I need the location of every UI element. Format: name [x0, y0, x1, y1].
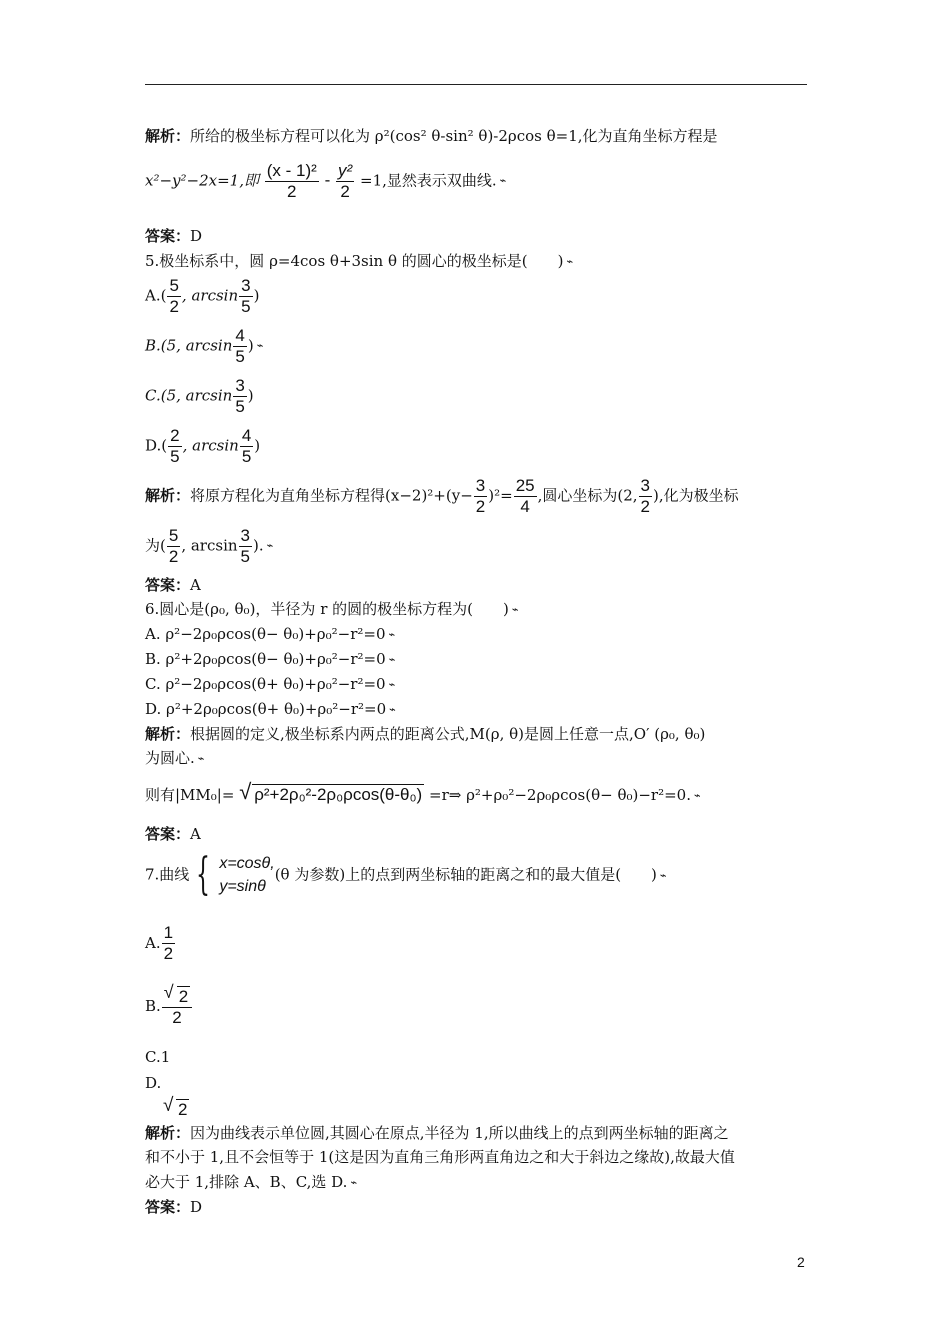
q7-option-c: [145, 1050, 170, 1065]
option-fraction: [233, 377, 246, 416]
frac-num: 25: [515, 476, 535, 495]
q6-option-a: [145, 627, 395, 642]
left-brace-icon: {: [196, 849, 211, 901]
option-text: C. ρ²−2ρ₀ρcos(θ+ θ₀)+ρ₀²−r²=0: [145, 675, 386, 693]
q5-answer-value: A: [190, 576, 201, 594]
q7-stem-post: (θ 为参数)上的点到两坐标轴的距离之和的最大值是( ): [274, 865, 657, 884]
option-text: D. ρ²+2ρ₀ρcos(θ+ θ₀)+ρ₀²−r²=0: [145, 700, 387, 718]
q6-option-b: [145, 652, 395, 667]
q4-frac1-num: (x - 1)²: [266, 161, 317, 180]
q4-minus: -: [324, 170, 331, 190]
option-suffix: ): [253, 286, 260, 305]
q4-jiexi-label: 解析：: [145, 127, 191, 145]
q6-jiexi-text2: 为圆心.: [145, 749, 195, 767]
option-label: A.: [145, 933, 161, 952]
sqrt-expression: [163, 982, 190, 1006]
frac-den: 5: [235, 396, 245, 416]
q7-option-d: [145, 1076, 189, 1118]
frac-den: 5: [170, 446, 180, 466]
q6-option-c: [145, 677, 395, 692]
q4-jiexi-line1: [145, 129, 718, 144]
q5-jiexi2-fraction: [239, 527, 252, 566]
option-text: A. ρ²−2ρ₀ρcos(θ− θ₀)+ρ₀²−r²=0: [145, 625, 386, 643]
frac-num: 5: [168, 526, 179, 545]
frac-num: 3: [640, 476, 651, 495]
q4-jiexi-text: 所给的极坐标方程可以化为 ρ²(cos² θ-sin² θ)-2ρcos θ=1,化为直角坐标方程是: [190, 127, 718, 145]
q5-jiexi-d: ),化为极坐标: [653, 486, 739, 505]
return-mark-icon: ⌁: [511, 603, 519, 616]
option-mid: , arcsin: [182, 436, 239, 455]
q4-answer: [145, 229, 202, 244]
q7-jiexi-line1: [145, 1126, 729, 1141]
return-mark-icon: ⌁: [566, 255, 574, 268]
q6-answer: [145, 827, 201, 842]
q5-jiexi-label: 解析：: [145, 486, 191, 505]
q7-stem: [145, 849, 667, 901]
q5-jiexi2-fraction: [167, 527, 180, 566]
q6-option-d: [145, 702, 396, 717]
q5-jiexi-line1: [145, 477, 739, 516]
q7-option-a: [145, 924, 176, 963]
frac-num: 1: [163, 923, 174, 942]
q5-jiexi-line2: [145, 527, 273, 566]
q4-jiexi-line2: [145, 162, 506, 201]
q5-answer: [145, 578, 201, 593]
option-prefix: A.(: [145, 286, 167, 305]
frac-den: 4: [520, 496, 530, 516]
option-label: B.: [145, 996, 161, 1015]
q5-jiexi2-pre: 为(: [145, 536, 166, 555]
sqrt-radical-icon: √: [163, 982, 174, 1002]
frac-den: 2: [640, 496, 651, 516]
frac-den: 2: [169, 296, 179, 316]
q4-answer-value: D: [190, 227, 203, 245]
q5-option-a: [145, 277, 259, 316]
q4-frac1-den: 2: [287, 181, 297, 201]
sqrt-radicand: ρ²+2ρ₀²-2ρ₀ρcos(θ-θ₀): [254, 785, 423, 804]
frac-den: 5: [240, 546, 251, 566]
frac-den: 2: [163, 943, 174, 963]
q7-jiexi-line2: [145, 1150, 735, 1165]
option-suffix: ): [247, 386, 254, 405]
frac-num: 4: [235, 326, 245, 345]
q4-frac2-den: 2: [340, 181, 350, 201]
sqrt-radicand: 2: [178, 1100, 188, 1119]
sqrt-radicand: 2: [178, 987, 189, 1006]
q5-jiexi-fraction: [514, 477, 537, 516]
q4-answer-label: 答案：: [145, 227, 191, 245]
q5-jiexi2-post: ).: [253, 536, 264, 555]
q7-sys-line2: y=sinθ: [219, 878, 266, 896]
q4-line2-pre: x²−y²−2x=1,即: [145, 171, 259, 190]
q6-jiexi-line3: [145, 779, 701, 804]
option-fraction: [162, 924, 175, 963]
q7-jiexi-text1: 因为曲线表示单位圆,其圆心在原点,半径为 1,所以曲线上的点到两坐标轴的距离之: [190, 1124, 729, 1142]
q4-line2-post: =1,显然表示双曲线.: [360, 171, 497, 190]
return-mark-icon: ⌁: [197, 752, 205, 765]
return-mark-icon: ⌁: [389, 703, 396, 716]
option-suffix: ): [254, 436, 261, 455]
q5-jiexi-c: ,圆心坐标为(2,: [537, 486, 638, 505]
q6-answer-label: 答案：: [145, 825, 191, 843]
q6-jiexi-line1: [145, 727, 705, 742]
option-prefix: B.(5, arcsin: [145, 336, 233, 355]
page-number: 2: [797, 1254, 805, 1270]
option-text: C.1: [145, 1048, 171, 1066]
q7-option-b: [145, 982, 193, 1027]
q5-option-c: [145, 377, 254, 416]
frac-num: 3: [240, 526, 251, 545]
q5-jiexi2-mid: , arcsin: [181, 536, 238, 555]
q5-stem: [145, 254, 573, 269]
sqrt-expression: [239, 779, 424, 804]
option-fraction: [233, 327, 246, 366]
q7-answer: [145, 1200, 202, 1215]
q7-param-system: [219, 852, 274, 898]
q7-answer-value: D: [190, 1198, 203, 1216]
option-mid: , arcsin: [181, 286, 239, 305]
frac-num: 3: [241, 276, 251, 295]
option-label: D.: [145, 1074, 162, 1092]
option-prefix: C.(5, arcsin: [145, 386, 233, 405]
return-mark-icon: ⌁: [388, 653, 396, 666]
q5-jiexi-fraction: [639, 477, 652, 516]
q7-stem-pre: 7.曲线: [145, 865, 190, 884]
q7-jiexi-text2: 和不小于 1,且不会恒等于 1(这是因为直角三角形两直角边之和大于斜边之缘故),故最大值: [145, 1148, 735, 1166]
frac-num: 5: [169, 276, 179, 295]
sqrt-radical-icon: √: [163, 1095, 174, 1116]
sqrt-radical-icon: √: [239, 779, 252, 804]
option-fraction: [167, 277, 180, 316]
return-mark-icon: ⌁: [256, 339, 264, 353]
option-suffix: ): [247, 336, 254, 355]
frac-den: 2: [168, 546, 179, 566]
q5-jiexi-b: )²=: [488, 486, 513, 505]
q4-fraction-1: [265, 162, 319, 201]
q5-jiexi-a: 将原方程化为直角坐标方程得(x−2)²+(y−: [190, 486, 473, 505]
q7-jiexi-label: 解析：: [145, 1124, 191, 1142]
q6-answer-value: A: [190, 825, 201, 843]
q4-fraction-2: [336, 162, 354, 201]
frac-num: 2: [170, 426, 180, 445]
q5-jiexi-fraction: [474, 477, 487, 516]
option-prefix: D.(: [145, 436, 168, 455]
q7-jiexi-line3: [145, 1175, 357, 1190]
q6-jiexi3-pre: 则有|MM₀|=: [145, 786, 235, 804]
option-fraction: [239, 277, 252, 316]
frac-den: 2: [475, 496, 486, 516]
q5-option-b: [145, 327, 263, 366]
option-fraction: [162, 982, 192, 1027]
option-fraction: [168, 427, 181, 466]
header-rule: [145, 84, 807, 85]
frac-den: 5: [241, 446, 252, 466]
q5-stem-text: 5.极坐标系中，圆 ρ=4cos θ+3sin θ 的圆心的极坐标是( ): [145, 252, 564, 270]
q5-answer-label: 答案：: [145, 576, 191, 594]
q7-jiexi-text3: 必大于 1,排除 A、B、C,选 D.: [145, 1173, 348, 1191]
return-mark-icon: ⌁: [388, 628, 396, 641]
q6-stem: [145, 602, 518, 617]
q6-stem-text: 6.圆心是(ρ₀, θ₀)，半径为 r 的圆的极坐标方程为( ): [145, 600, 509, 618]
q7-answer-label: 答案：: [145, 1198, 191, 1216]
option-text: B. ρ²+2ρ₀ρcos(θ− θ₀)+ρ₀²−r²=0: [145, 650, 386, 668]
frac-den: 2: [172, 1007, 182, 1027]
return-mark-icon: ⌁: [693, 789, 701, 802]
return-mark-icon: ⌁: [499, 174, 507, 188]
q6-jiexi3-post: =r⇒ ρ²+ρ₀²−2ρ₀ρcos(θ− θ₀)−r²=0.: [429, 786, 691, 804]
q5-option-d: [145, 427, 260, 466]
return-mark-icon: ⌁: [266, 539, 274, 553]
frac-num: 3: [235, 376, 245, 395]
frac-den: 5: [241, 296, 251, 316]
q6-jiexi-line2: [145, 751, 204, 766]
return-mark-icon: ⌁: [350, 1176, 358, 1189]
q6-jiexi-text: 根据圆的定义,极坐标系内两点的距离公式,M(ρ, θ)是圆上任意一点,O′ (ρ₀, θ₀): [190, 725, 706, 743]
return-mark-icon: ⌁: [659, 868, 667, 882]
frac-den: 5: [235, 346, 245, 366]
frac-num: 4: [241, 426, 252, 445]
q6-jiexi-label: 解析：: [145, 725, 191, 743]
frac-num: 3: [475, 476, 486, 495]
sqrt-expression: [163, 1095, 189, 1119]
option-fraction: [240, 427, 253, 466]
q7-sys-line1: x=cosθ,: [219, 855, 275, 872]
return-mark-icon: ⌁: [388, 678, 396, 691]
q4-frac2-num: y²: [338, 161, 353, 180]
